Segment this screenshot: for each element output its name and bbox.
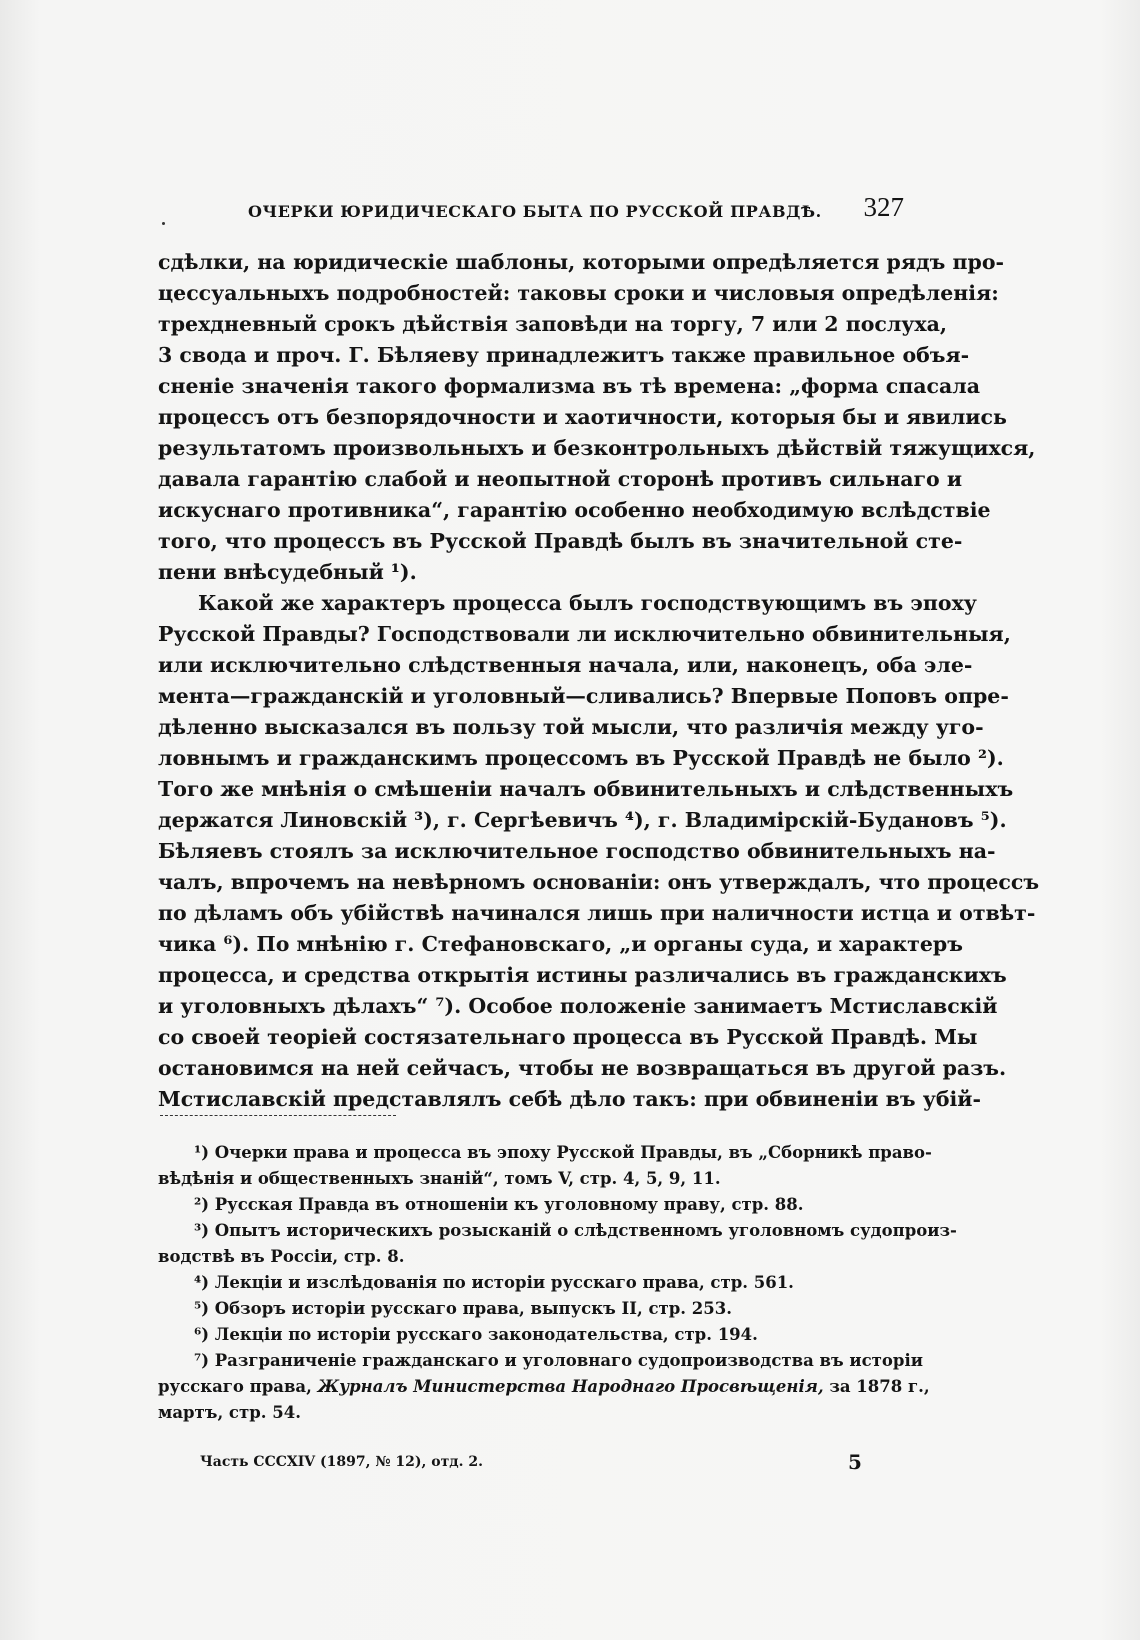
text-line: дѣленно высказался въ пользу той мысли, что различія между уго- (158, 715, 984, 739)
footnotes (158, 1140, 957, 1426)
page-header (158, 192, 904, 236)
text-line: 3 свода и проч. Г. Бѣляеву принадлежитъ также правильное объя- (158, 343, 970, 367)
footnote-3-cont: водствѣ въ Россіи, стр. 8. (158, 1247, 405, 1266)
text-line: цессуальныхъ подробностей: таковы сроки и числовыя опредѣленія: (158, 281, 999, 305)
footnote-3: ³) Опытъ историческихъ розысканій о слѣдственномъ уголовномъ судопроиз- (194, 1221, 957, 1240)
text-line: процесса, и средства открытія истины различались въ гражданскихъ (158, 963, 1007, 987)
footnote-5: ⁵) Обзоръ исторіи русскаго права, выпускъ II, стр. 253. (194, 1299, 732, 1318)
text-line: давала гарантію слабой и неопытной сторонѣ противъ сильнаго и (158, 467, 963, 491)
journal-title: Журналъ Министерства Народнаго Просвѣщенія, (317, 1377, 824, 1396)
text-line: остановимся на ней сейчасъ, чтобы не возвращаться въ другой разъ. (158, 1056, 1007, 1080)
text-line: пени внѣсудебный ¹). (158, 560, 417, 584)
sheet-number: 5 (848, 1450, 862, 1474)
text-line: чика ⁶). По мнѣнію г. Стефановскаго, „и органы суда, и характеръ (158, 932, 963, 956)
footnote-1: ¹) Очерки права и процесса въ эпоху Русской Правды, въ „Сборникѣ право- (194, 1143, 932, 1162)
footnote-6: ⁶) Лекціи по исторіи русскаго законодательства, стр. 194. (194, 1325, 758, 1344)
text-line: мента—гражданскій и уголовный—сливались? Впервые Поповъ опре- (158, 684, 1009, 708)
footnote-7-cont (158, 1374, 930, 1400)
footnote-7: ⁷) Разграниченіе гражданскаго и уголовнаго судопроизводства въ исторіи (194, 1351, 923, 1370)
footnote-4: ⁴) Лекціи и изслѣдованія по исторіи русскаго права, стр. 561. (194, 1273, 794, 1292)
text-line: процессъ отъ безпорядочности и хаотичности, которыя бы и явились (158, 405, 1007, 429)
text-line: трехдневный срокъ дѣйствія заповѣди на торгу, 7 или 2 послуха, (158, 312, 948, 336)
text-line: сдѣлки, на юридическіе шаблоны, которыми опредѣляется рядъ про- (158, 250, 1005, 274)
running-title: ОЧЕРКИ ЮРИДИЧЕСКАГО БЫТА ПО РУССКОЙ ПРАВДѢ. (248, 202, 822, 221)
page-number: 327 (863, 192, 904, 222)
text-line: искуснаго противника“, гарантію особенно необходимую вслѣдствіе (158, 498, 991, 522)
footnote-separator (160, 1115, 396, 1116)
text-line: и уголовныхъ дѣлахъ“ ⁷). Особое положеніе занимаетъ Мстиславскій (158, 994, 998, 1018)
footnote-7-end: мартъ, стр. 54. (158, 1403, 301, 1422)
text-line: ловнымъ и гражданскимъ процессомъ въ Русской Правдѣ не было ²). (158, 746, 1004, 770)
text-line: того, что процессъ въ Русской Правдѣ былъ въ значительной сте- (158, 529, 963, 553)
print-speck (162, 222, 165, 225)
paragraph-start-line: Какой же характеръ процесса былъ господствующимъ въ эпоху (198, 591, 977, 615)
footnote-7-suffix: за 1878 г., (829, 1377, 930, 1396)
text-line: Бѣляевъ стоялъ за исключительное господство обвинительныхъ на- (158, 839, 996, 863)
footnote-7-prefix: русскаго права, (158, 1377, 312, 1396)
text-line: по дѣламъ объ убійствѣ начинался лишь при наличности истца и отвѣт- (158, 901, 1036, 925)
text-line: результатомъ произвольныхъ и безконтрольныхъ дѣйствій тяжущихся, (158, 436, 1036, 460)
text-line: сненіе значенія такого формализма въ тѣ времена: „форма спасала (158, 374, 980, 398)
page-footer (200, 1450, 906, 1480)
text-line: держатся Линовскій ³), г. Сергѣевичъ ⁴), г. Владимірскій-Будановъ ⁵). (158, 808, 1007, 832)
text-line: Того же мнѣнія о смѣшеніи началъ обвинительныхъ и слѣдственныхъ (158, 777, 1014, 801)
footnote-2: ²) Русская Правда въ отношеніи къ уголовному праву, стр. 88. (194, 1195, 804, 1214)
text-line: или исключительно слѣдственныя начала, или, наконецъ, оба эле- (158, 653, 973, 677)
text-line: Мстиславскій представлялъ себѣ дѣло такъ: при обвиненіи въ убій- (158, 1087, 982, 1111)
text-line: со своей теоріей состязательнаго процесса въ Русской Правдѣ. Мы (158, 1025, 978, 1049)
printer-signature: Часть CCCXIV (1897, № 12), отд. 2. (200, 1454, 483, 1470)
text-line: Русской Правды? Господствовали ли исключительно обвинительныя, (158, 622, 1011, 646)
main-text (158, 247, 1040, 1115)
text-line: чалъ, впрочемъ на невѣрномъ основаніи: онъ утверждалъ, что процессъ (158, 870, 1040, 894)
footnote-1-cont: вѣдѣнія и общественныхъ знаній“, томъ V, стр. 4, 5, 9, 11. (158, 1169, 721, 1188)
